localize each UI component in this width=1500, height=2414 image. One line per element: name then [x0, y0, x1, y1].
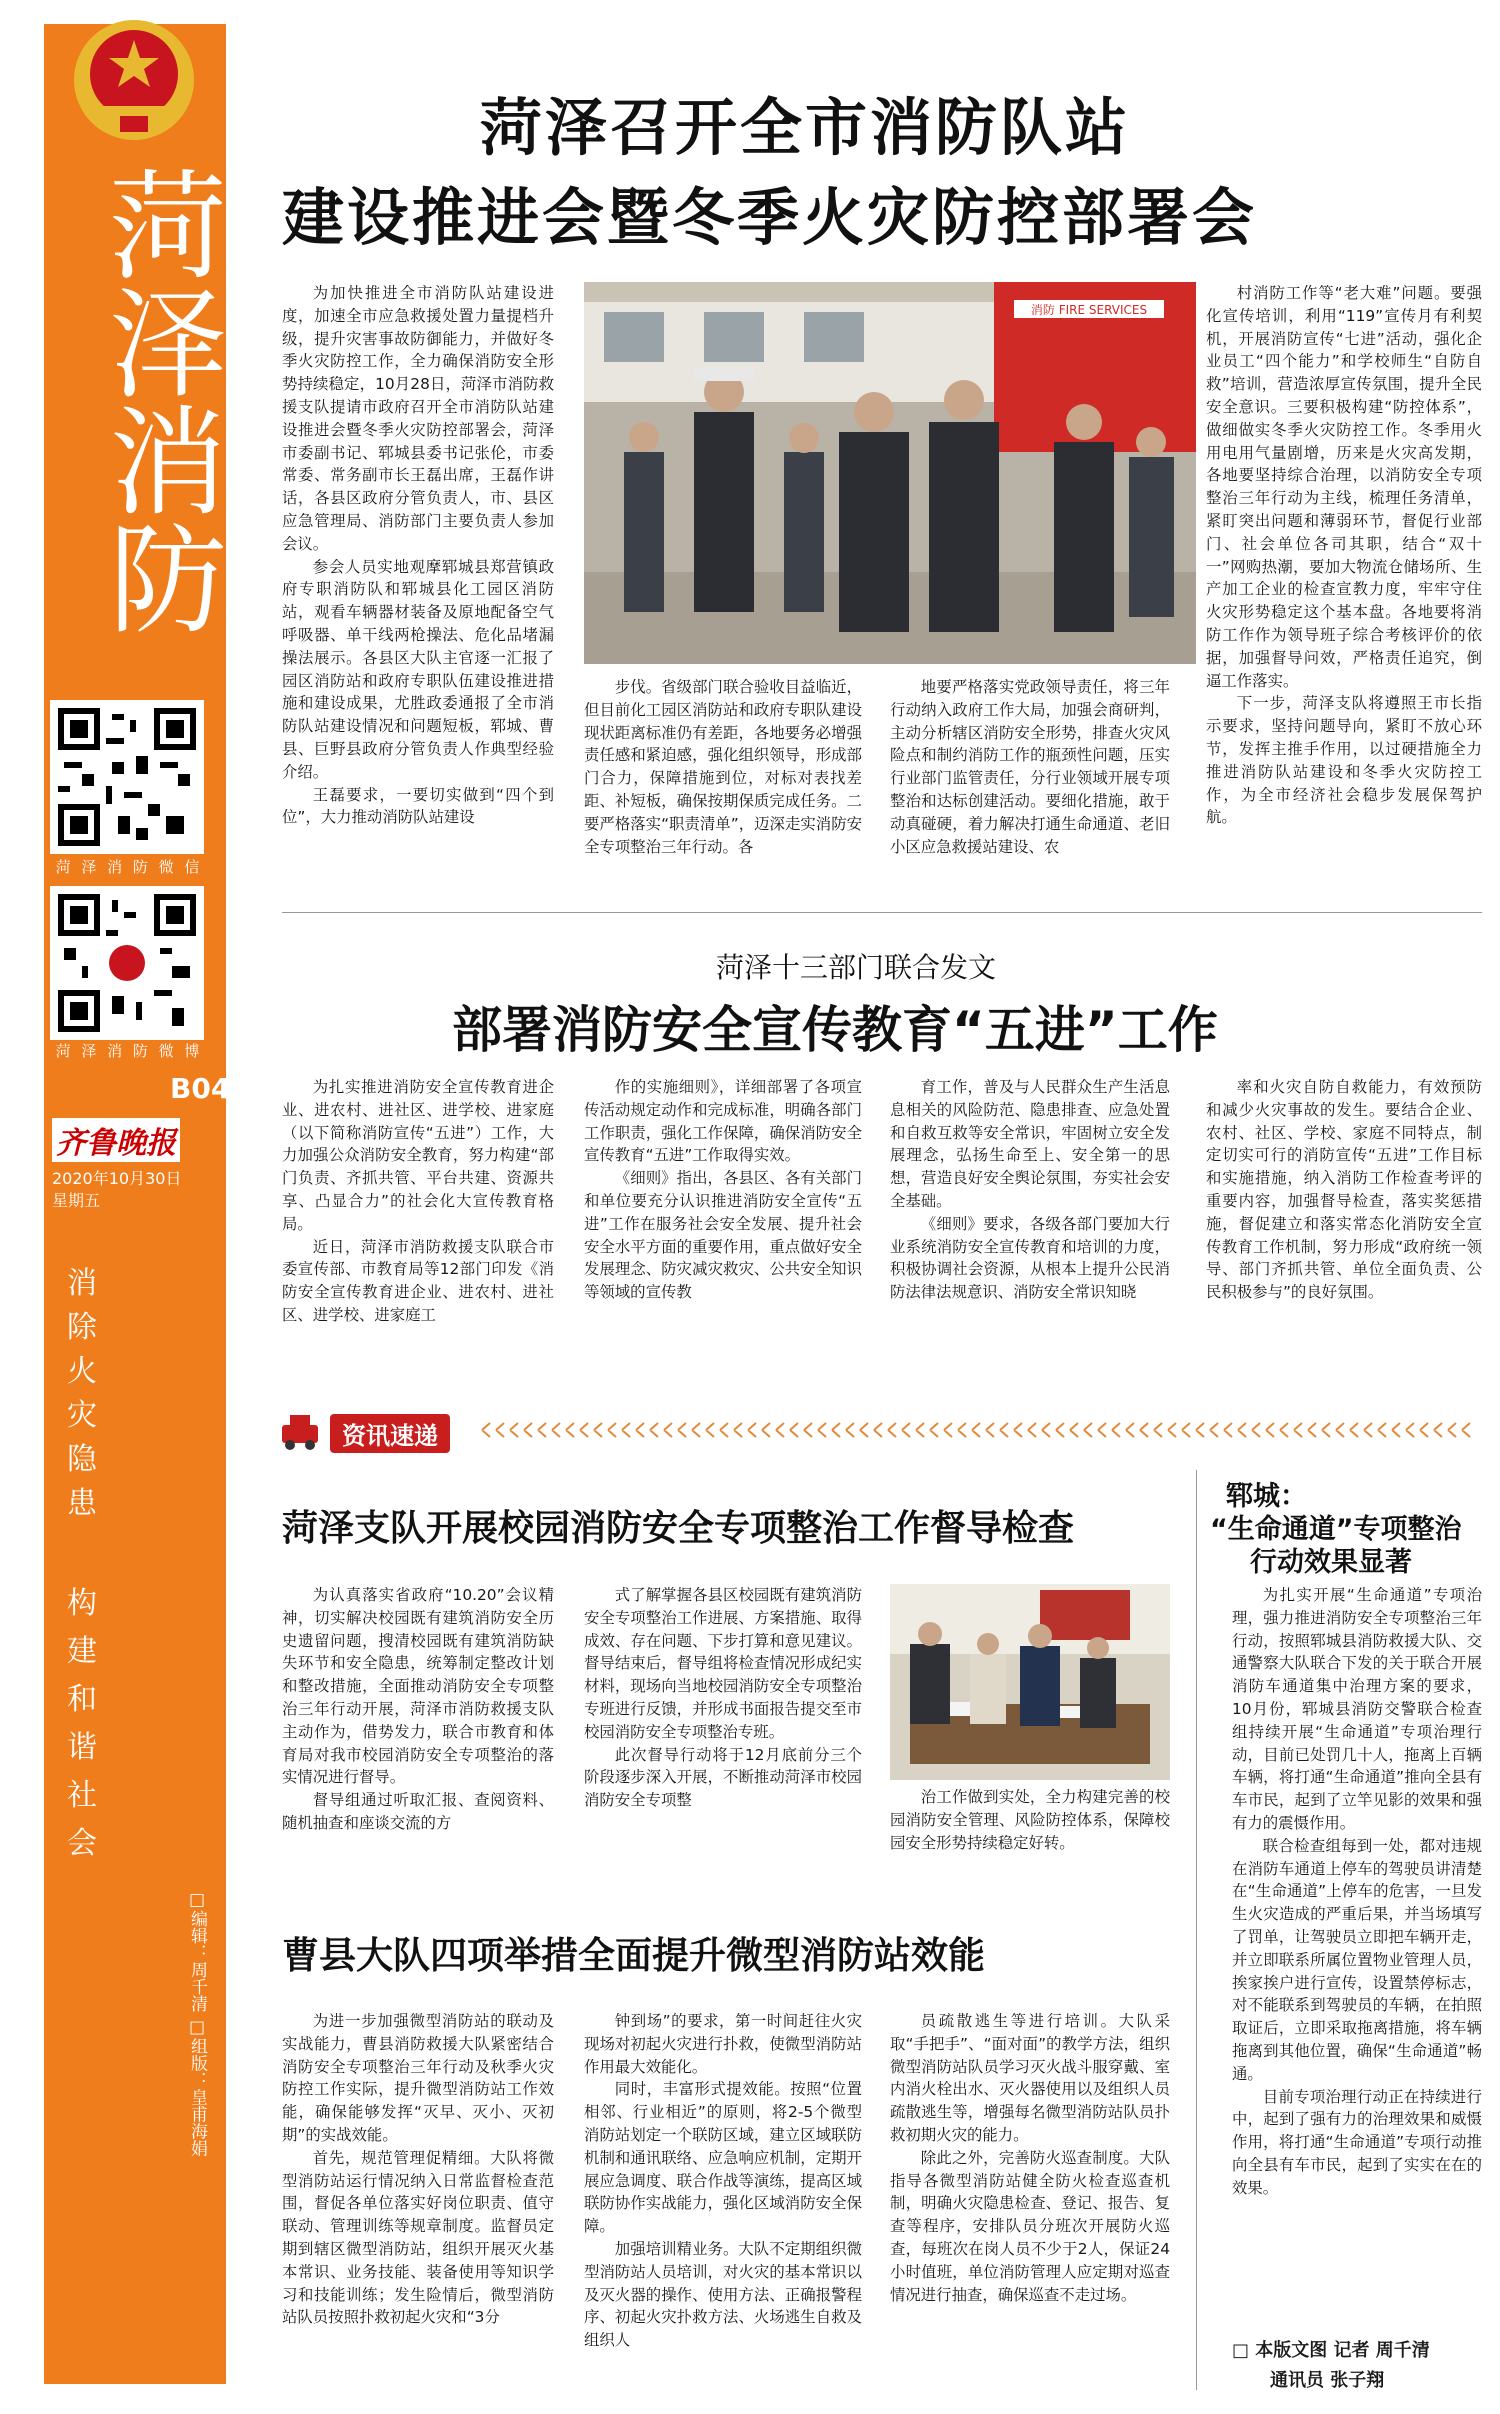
article2-kicker: 菏泽十三部门联合发文: [716, 951, 997, 984]
article2-title: 部署消防安全宣传教育“五进”工作: [452, 1001, 1218, 1059]
paragraph: 率和火灾自防自救能力，有效预防和减少火灾事故的发生。要结合企业、农村、社区、学校、家庭不同特点，制定切实可行的消防宣传“五进”工作目标和实施措施，纳入消防工作检查考评的重要内容，加强督导检查，落实奖惩措施，督促建立和落实常态化消防安全宣传教育工作机制，努力形成“政府统一领导、部门齐抓共管、单位全面负责、公民积极参与”的良好氛围。: [1206, 1078, 1482, 1302]
article3-photo-inspection-meeting: [890, 1584, 1170, 1780]
article4-column-1: [282, 2010, 554, 2394]
paragraph: 步伐。省级部门联合验收目益临近，但目前化工园区消防站和政府专职队建设现状距离标准仍有差距，各地要务必增强责任感和紧迫感，强化组织领导，形成部门合力，保障措施到位，对标对表找差距、补短板，确保按期保质完成任务。二要严格落实“职责清单”，迈深走实消防安全专项整治三年行动。各: [584, 678, 862, 856]
article5-title-line1: 郓城：: [1226, 1481, 1307, 1512]
article1-column-4: [1206, 282, 1482, 892]
paragraph: 村消防工作等“老大难”问题。要强化宣传培训，利用“119”宣传月有利契机，开展消防宣传“七进”活动，强化企业员工“四个能力”和学校师生“自防自救”培训，营造浓厚宣传氛围，提升全民安全意识。三要积极构建“防控体系”，做细做实冬季火灾防控工作。冬季用火用电用气量剧增，历来是火灾高发期，各地要坚持综合治理，以消防安全专项整治三年行动为主线，梳理任务清单，紧盯突出问题和薄弱环节，督促行业部门、社会单位各司其职，结合“双十一”网购热潮，要加大物流仓储场所、生产加工企业的检查宣教力度，牢牢守住火灾形势稳定这个基本盘。各地要将消防工作作为领导班子综合考核评价的依据，加强督导问效，严格责任追究，倒逼工作落实。: [1206, 284, 1482, 690]
paragraph: 钟到场”的要求，第一时间赶往火灾现场对初起火灾进行扑救，使微型消防站作用最大效能化。: [584, 2012, 862, 2076]
article4-column-2: [584, 2010, 862, 2394]
fire-services-sign: 消防 FIRE SERVICES: [1030, 303, 1148, 317]
page-number: B04: [170, 1072, 231, 1105]
paragraph: 地要严格落实党政领导责任，将三年行动纳入政府工作大局，加强会商研判，主动分析辖区消防安全形势，排查火灾风险点和制约消防工作的瓶颈性问题，压实行业部门监管责任，分行业领域开展专项整治和达标创建活动。要细化措施，敢于动真碰硬，着力解决打通生命通道、老旧小区应急救援站建设、农: [890, 678, 1170, 856]
paragraph: 为扎实推进消防安全宣传教育进企业、进农村、进社区、进学校、进家庭（以下简称消防宣传“五进”）工作，大力加强公众消防安全教育，努力构建“部门负责、齐抓共管、平台共建、资源共享、凸显合力”的社会化大宣传教育格局。: [282, 1078, 554, 1233]
article2-column-2: [584, 1076, 862, 1370]
paragraph: 督导组通过听取汇报、查阅资料、随机抽查和座谈交流的方: [282, 1791, 554, 1832]
issue-weekday: 星期五: [52, 1191, 101, 1210]
fire-rescue-emblem: [64, 10, 204, 150]
article3-column-1: [282, 1584, 554, 1874]
editor-credits: □编辑：周千清 □组版：皇甫海娟: [187, 1890, 207, 2157]
article1-photo-officials-inspecting: [584, 282, 1196, 664]
article1-column-3: [890, 676, 1170, 892]
news-banner-label: 资讯速递: [330, 1414, 450, 1453]
paragraph: 为扎实开展“生命通道”专项治理，强力推进消防安全专项整治三年行动，按照郓城县消防救援大队、交通警察大队联合下发的关于联合开展消防车通道集中治理方案的要求，10月份，郓城县消防交警联合检查组持续开展“生命通道”专项治理行动，目前已处罚几十人，拖离上百辆车辆，将打通“生命通道”推向全县有车市民，起到了立竿见影的效果和强有力的震慑作用。: [1232, 1586, 1482, 1832]
paragraph: 除此之外，完善防火巡查制度。大队指导各微型消防站健全防火检查巡查机制，明确火灾隐患检查、登记、报告、复查等程序，安排队员分班次开展防火巡查，每班次在岗人员不少于2人，保证24小时值班，单位消防管理人应定期对巡查情况进行抽查，确保巡查不走过场。: [890, 2148, 1170, 2304]
newspaper-logo: 齐鲁晚报: [52, 1118, 180, 1162]
paragraph: 王磊要求，一要切实做到“四个到位”，大力推动消防队站建设: [282, 785, 554, 827]
news-banner-bar: [282, 1405, 1482, 1455]
article5-title-line3: 行动效果显著: [1250, 1547, 1412, 1578]
issue-date-text: 2020年10月30日: [52, 1169, 182, 1188]
column-divider: [1196, 1470, 1197, 2390]
paragraph: 参会人员实地观摩郓城县郑营镇政府专职消防队和郓城县化工园区消防站，观看车辆器材装备及原地配备空气呼吸器、单干线两枪操法、危化品堵漏操法展示。各县区大队主官逐一汇报了园区消防站和政府专职队伍建设推进措施和建设成果，尤胜政委通报了全市消防队站建设情况和问题短板，郓城、曹县、巨野县政府分管负责人作典型经验介绍。: [282, 557, 554, 781]
paragraph: 为进一步加强微型消防站的联动及实战能力，曹县消防救援大队紧密结合消防安全专项整治三年行动及秋季火灾防控工作实际，提升微型消防站工作效能，确保能够发挥“灭早、灭小、灭初期”的实战效能。: [282, 2012, 554, 2144]
weibo-caption: 菏 泽 消 防 微 博: [55, 1042, 203, 1060]
paragraph: 治工作做到实处，全力构建完善的校园消防安全管理、风险防控体系，保障校园安全形势持续稳定好转。: [890, 1788, 1170, 1852]
paragraph: 员疏散逃生等进行培训。大队采取“手把手”、“面对面”的教学方法，组织微型消防站队员学习灭火战斗服穿戴、室内消火栓出水、灭火器使用以及组织人员疏散逃生等，增强每名微型消防站队员扑救初期火灾的能力。: [890, 2012, 1170, 2144]
article2-column-1: [282, 1076, 554, 1370]
paragraph: 《细则》要求，各级各部门要加大行业系统消防安全宣传教育和培训的力度，积极协调社会资源，从根本上提升公民消防法律法规意识、消防安全常识知晓: [890, 1214, 1170, 1302]
article4-title: 曹县大队四项举措全面提升微型消防站效能: [282, 1934, 985, 1977]
paragraph: 目前专项治理行动正在持续进行中，起到了强有力的治理效果和威慑作用，将打通“生命通道”专项行动推向全县有车市民，起到了实实在在的效果。: [1232, 2087, 1482, 2197]
credit-line-2: 通讯员 张子翔: [1270, 2370, 1385, 2391]
column-brand-title: 菏泽消防: [89, 164, 227, 636]
paragraph: 为加快推进全市消防队站建设进度，加速全市应急救援处置力量提档升级，提升灾害事故防御能力，并做好冬季火灾防控工作，全力确保消防安全形势持续稳定，10月28日，菏泽市消防救援支队提请市政府召开全市消防队站建设推进会暨冬季火灾防控部署会，菏泽市委副书记、郓城县委书记张伦，市委常委、常务副市长王磊出席，王磊作讲话，各县区政府分管负责人，市、县区应急管理局、消防部门主要负责人参加会议。: [282, 284, 554, 553]
issue-date: [52, 1168, 181, 1212]
article1-title-line1: 菏泽召开全市消防队站: [480, 91, 1131, 164]
article5-column-1: [1232, 1584, 1482, 2324]
divider: [282, 912, 1482, 913]
paragraph: 同时，丰富形式提效能。按照“位置相邻、行业相近”的原则，将2-5个微型消防站划定一个联防区域，建立区域联防机制和通讯联络、应急响应机制，定期开展应急调度、联合作战等演练，提高区域联防协作实战能力，强化区域消防安全保障。: [584, 2080, 862, 2236]
article4-column-3: [890, 2010, 1170, 2394]
article3-title: 菏泽支队开展校园消防安全专项整治工作督导检查: [282, 1508, 1075, 1549]
wechat-caption: 菏 泽 消 防 微 信: [55, 858, 203, 876]
paragraph: 近日，菏泽市消防救援支队联合市委宣传部、市教育局等12部门印发《消防安全宣传教育进企业、进农村、进社区、进学校、进家庭工: [282, 1237, 554, 1324]
paragraph: 加强培训精业务。大队不定期组织微型消防站人员培训，对火灾的基本常识以及灭火器的操作、使用方法、正确报警程序、初起火灾扑救方法、火场逃生自救及组织人: [584, 2239, 862, 2350]
paragraph: 下一步，菏泽支队将遵照王市长指示要求，坚持问题导向，紧盯不放心环节，发挥主推手作用，以过硬措施全力推进消防队站建设和冬季火灾防控工作，为全市经济社会稳步发展保驾护航。: [1206, 694, 1482, 827]
article2-column-4: [1206, 1076, 1482, 1370]
slogan-line-1: 消除火灾隐患: [67, 1266, 97, 1521]
article1-column-2: [584, 676, 862, 892]
paragraph: 《细则》指出，各县区、各有关部门和单位要充分认识推进消防安全宣传“五进”工作在服务社会安全发展、提升社会安全水平方面的重要作用，重点做好安全发展理念、防灾减灾救灾、公共安全知识等领域的宣传教: [584, 1169, 862, 1302]
article2-column-3: [890, 1076, 1170, 1370]
photo-text-credit: [1232, 2336, 1430, 2396]
paragraph: 联合检查组每到一处，都对违规在消防车通道上停车的驾驶员讲清楚在“生命通道”上停车的危害，一旦发生火灾造成的严重后果，并当场填写了罚单，让驾驶员立即把车辆开走，并立即联系所属位置物业管理人员，挨家挨户进行宣传，设置禁停标志，对不能联系到驾驶员的车辆，在拍照取证后，立即采取拖离措施，将车辆拖离到其他位置，确保“生命通道”畅通。: [1232, 1836, 1482, 2083]
credit-line-1: □ 本版文图 记者 周千清: [1232, 2340, 1430, 2361]
article1-title-line2: 建设推进会暨冬季火灾防控部署会: [282, 181, 1258, 254]
article1-column-1: [282, 282, 554, 892]
slogan-line-2: 构建和谐社会: [67, 1586, 97, 1861]
paragraph: 首先，规范管理促精细。大队将微型消防站运行情况纳入日常监督检查范围，督促各单位落实好岗位职责、值守联动、管理训练等规章制度。监督员定期到辖区微型消防站，组织开展灭火基本常识、业务技能、装备使用等知识学习和技能训练；发生险情后，微型消防站队员按照扑救初起火灾和“3分: [282, 2148, 554, 2327]
article3-column-2: [584, 1584, 862, 1874]
weibo-qr-code: [50, 886, 204, 1040]
article5-title-line2: “生命通道”专项整治: [1210, 1514, 1462, 1545]
paragraph: 为认真落实省政府“10.20”会议精神，切实解决校园既有建筑消防安全历史遗留问题，搜清校园既有建筑消防缺失环节和安全隐患，统筹制定整改计划和整改措施，全面推动消防安全专项整治三年行动开展，菏泽市消防救援支队主动作为，借势发力，联合市教育和体育局对我市校园消防安全专项整治的落实情况进行督导。: [282, 1586, 554, 1787]
paragraph: 育工作，普及与人民群众生产生活息息相关的风险防范、隐患排查、应急处置和自救互救等安全常识，牢固树立安全发展理念，弘扬生命至上、安全第一的思想，营造良好安全舆论氛围，夯实社会安全基础。: [890, 1078, 1170, 1210]
article3-column-3: [890, 1786, 1170, 1876]
paragraph: 作的实施细则》，详细部署了各项宣传活动规定动作和完成标准，明确各部门工作职责，强化工作保障，确保消防安全宣传教育“五进”工作取得实效。: [584, 1078, 862, 1165]
paragraph: 此次督导行动将于12月底前分三个阶段逐步深入开展，不断推动菏泽市校园消防安全专项整: [584, 1745, 862, 1810]
paragraph: 式了解掌握各县区校园既有建筑消防安全专项整治工作进展、方案措施、取得成效、存在问题、下步打算和意见建议。督导结束后，督导组将检查情况形成纪实材料，现场向当地校园消防安全专项整治专班进行反馈，并形成书面报告提交至市校园消防安全专项整治专班。: [584, 1586, 862, 1741]
wechat-qr-code: [50, 700, 204, 854]
